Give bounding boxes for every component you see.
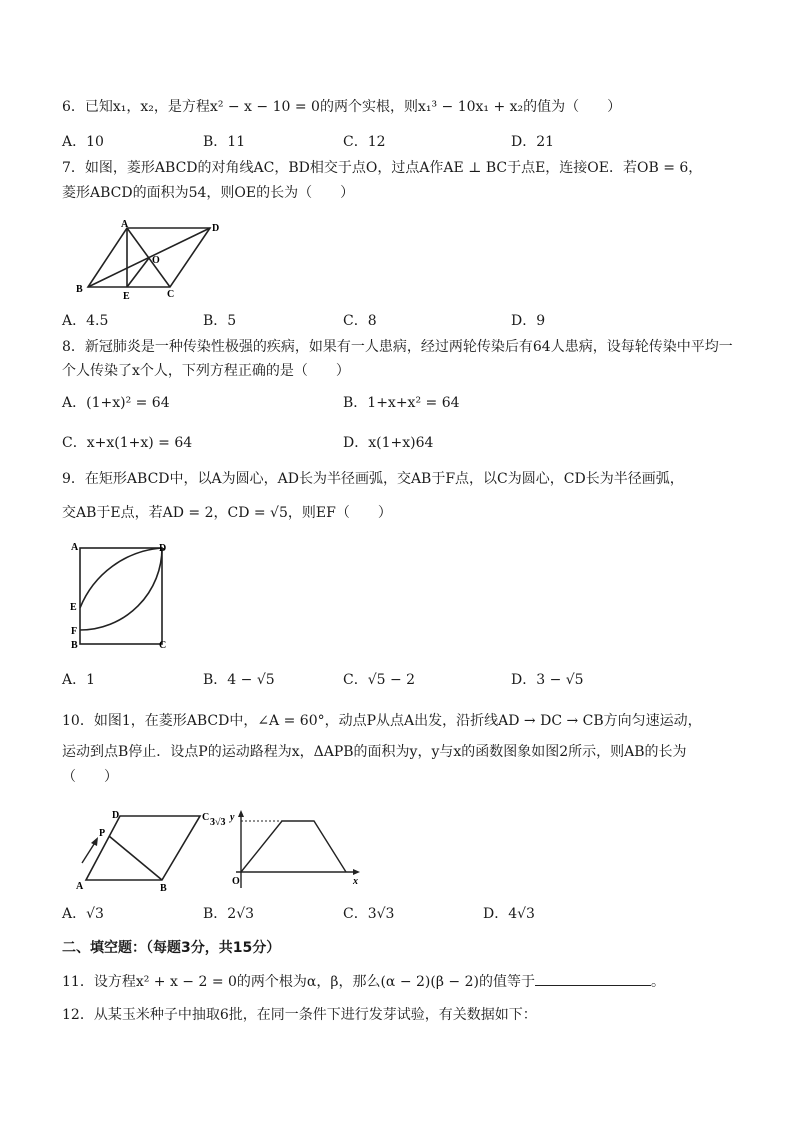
q7-option-b: B．5 [203, 313, 237, 329]
label-b: B [160, 883, 167, 894]
q6-option-c: C．12 [343, 134, 386, 150]
rhombus-abcd [86, 816, 200, 880]
q8-stem-line1: 8．新冠肺炎是一种传染性极强的疾病，如果有一人患病，经过两轮传染后有64人患病，设每轮传染中平均一 [62, 339, 733, 355]
label-origin: O [232, 876, 240, 887]
label-o: O [152, 255, 160, 266]
q6-stem: 6．已知x₁，x₂，是方程x² − x − 10 = 0的两个实根，则x₁³ − 10x₁ + x₂的值为（ ） [62, 99, 622, 115]
q8-stem-line2: 个人传染了x个人，下列方程正确的是（ ） [62, 363, 350, 379]
q9-option-a: A．1 [62, 672, 96, 688]
label-a: A [71, 542, 79, 553]
label-x: x [353, 876, 358, 887]
label-e: E [123, 291, 130, 302]
q6-option-a: A．10 [62, 134, 104, 150]
label-a: A [76, 881, 84, 892]
q8-option-c: C．x+x(1+x) = 64 [62, 435, 193, 451]
graph-line [241, 821, 346, 872]
q12-stem: 12．从某玉米种子中抽取6批，在同一条件下进行发芽试验，有关数据如下： [62, 1007, 537, 1023]
y-arrowhead [238, 810, 244, 817]
q9-rectangle-figure [66, 538, 178, 654]
q9-option-b: B．4 − √5 [203, 672, 275, 688]
label-b: B [71, 640, 78, 651]
q7-option-c: C．8 [343, 313, 377, 329]
label-ymax: 3√3 [210, 817, 226, 828]
q9-option-c: C．√5 − 2 [343, 672, 416, 688]
q11-stem [62, 973, 665, 989]
label-a: A [121, 220, 129, 230]
q10-stem-line2: 运动到点B停止．设点P的运动路程为x，ΔAPB的面积为y，y与x的函数图象如图2所示，则AB的长为 [62, 744, 687, 760]
q11-tail: 。 [650, 974, 665, 990]
label-b: B [76, 284, 83, 295]
label-e: E [70, 602, 77, 613]
q10-figure2-graph [208, 808, 368, 894]
label-c: C [202, 812, 210, 823]
q10-option-d: D．4√3 [483, 906, 535, 922]
q6-option-d: D．21 [511, 134, 555, 150]
q11-answer-blank[interactable] [535, 973, 651, 986]
label-p: P [99, 828, 106, 839]
label-f: F [71, 626, 78, 637]
q10-option-b: B．2√3 [203, 906, 255, 922]
x-arrowhead [353, 869, 360, 875]
q8-option-a: A．(1+x)² = 64 [62, 395, 170, 411]
label-y: y [230, 812, 235, 823]
q7-stem-line2: 菱形ABCD的面积为54，则OE的长为（ ） [62, 185, 355, 201]
q7-rhombus-figure [72, 220, 222, 302]
q8-option-b: B．1+x+x² = 64 [343, 395, 460, 411]
label-c: C [159, 640, 167, 651]
section2-title: 二、填空题：（每题3分，共15分） [62, 940, 281, 956]
arc-centered-c [80, 548, 162, 608]
label-d: D [112, 810, 120, 821]
q9-stem-line2: 交AB于E点，若AD = 2，CD = √5，则EF（ ） [62, 505, 392, 521]
diagonal-bd [88, 228, 210, 287]
q10-figure1-rhombus [70, 808, 220, 894]
q11-stem-text: 11．设方程x² + x − 2 = 0的两个根为α，β，那么(α − 2)(β − 2)的值等于 [62, 974, 535, 990]
q6-option-b: B．11 [203, 134, 246, 150]
direction-arrow [82, 837, 98, 863]
q10-stem-line1: 10．如图1，在菱形ABCD中，∠A = 60°，动点P从点A出发，沿折线AD → DC → CB方向匀速运动， [62, 713, 702, 729]
label-c: C [167, 289, 175, 300]
segment-pb [109, 836, 162, 880]
q9-option-d: D．3 − √5 [511, 672, 584, 688]
q10-option-a: A．√3 [62, 906, 104, 922]
q9-stem-line1: 9．在矩形ABCD中，以A为圆心，AD长为半径画弧，交AB于F点，以C为圆心，CD长为半径画弧， [62, 471, 684, 487]
q7-option-d: D．9 [511, 313, 546, 329]
label-d: D [212, 223, 220, 234]
q10-stem-line3: （ ） [62, 769, 118, 785]
label-d: D [159, 543, 167, 554]
q7-option-a: A．4.5 [62, 313, 109, 329]
q8-option-d: D．x(1+x)64 [343, 435, 434, 451]
q7-stem-line1: 7．如图，菱形ABCD的对角线AC，BD相交于点O，过点A作AE ⊥ BC于点E，连接OE．若OB = 6， [62, 160, 703, 176]
q10-option-c: C．3√3 [343, 906, 395, 922]
